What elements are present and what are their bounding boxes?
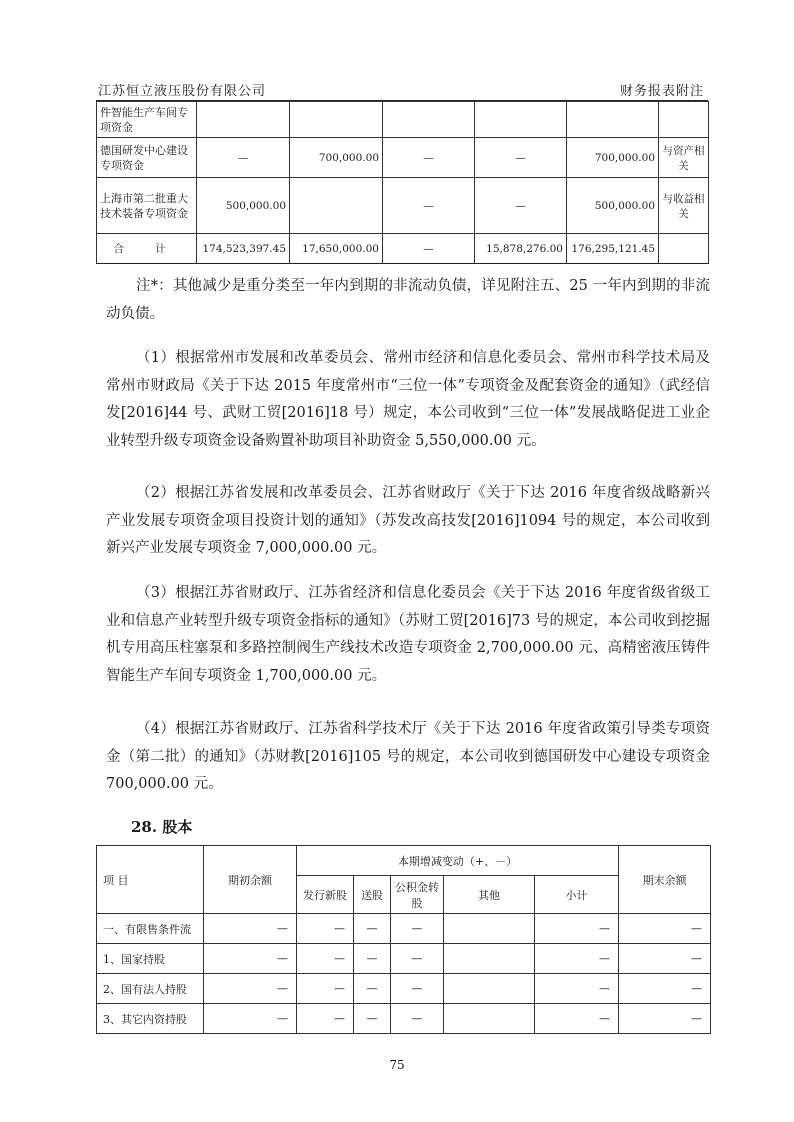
cell-added: 700,000.00 bbox=[290, 138, 383, 178]
cell-opening: — bbox=[204, 944, 297, 974]
cell-subtotal: — bbox=[535, 974, 619, 1004]
cell-income bbox=[383, 102, 475, 138]
cell-subtotal: — bbox=[535, 944, 619, 974]
cell-income: — bbox=[383, 138, 475, 178]
table-row-total bbox=[97, 234, 709, 264]
cell-other bbox=[444, 974, 535, 1004]
cell-reserve: — bbox=[391, 944, 444, 974]
table-row bbox=[97, 138, 709, 178]
cell-item: 2、国有法人持股 bbox=[97, 974, 204, 1004]
table-row bbox=[97, 914, 711, 944]
header-reserve: 公积金转股 bbox=[391, 876, 444, 914]
header-item: 项 目 bbox=[97, 846, 204, 914]
cell-reserve: — bbox=[391, 1004, 444, 1034]
table-row bbox=[97, 102, 709, 138]
cell-closing: 176,295,121.45 bbox=[567, 234, 659, 264]
cell-opening: — bbox=[197, 138, 290, 178]
company-name: 江苏恒立液压股份有限公司 bbox=[98, 84, 267, 99]
grant-name: 德国研发中心建设专项资金 bbox=[97, 138, 197, 178]
cell-new-issue: — bbox=[297, 914, 354, 944]
cell-other-decrease bbox=[475, 102, 567, 138]
grants-table bbox=[96, 101, 709, 264]
cell-opening: — bbox=[204, 914, 297, 944]
paragraph-2: （2）根据江苏省发展和改革委员会、江苏省财政厅《关于下达 2016 年度省级战略新兴产业发展专项资金项目投资计划的通知》（苏发改高技发[2016]1094 号的规定，本公司收到新兴产业发展专项资金 7,000,000.00 元。 bbox=[106, 485, 710, 556]
grant-name: 件智能生产车间专项资金 bbox=[97, 102, 197, 138]
cell-closing bbox=[567, 102, 659, 138]
cell-bonus: — bbox=[354, 974, 391, 1004]
cell-closing: 700,000.00 bbox=[567, 138, 659, 178]
cell-other bbox=[444, 944, 535, 974]
cell-subtotal: — bbox=[535, 914, 619, 944]
cell-bonus: — bbox=[354, 944, 391, 974]
total-label: 合 计 bbox=[97, 234, 197, 264]
header-other: 其他 bbox=[444, 876, 535, 914]
cell-type bbox=[659, 234, 709, 264]
header-change-group: 本期增减变动（+、－） bbox=[297, 846, 619, 876]
cell-new-issue: — bbox=[297, 1004, 354, 1034]
paragraph-4: （4）根据江苏省财政厅、江苏省科学技术厅《关于下达 2016 年度省政策引导类专项资金（第二批）的通知》（苏财教[2016]105 号的规定，本公司收到德国研发中心建设专项资金 700,000.00 元。 bbox=[106, 721, 710, 792]
cell-bonus: — bbox=[354, 1004, 391, 1034]
cell-type: 与资产相关 bbox=[659, 138, 709, 178]
header-subtotal: 小计 bbox=[535, 876, 619, 914]
cell-bonus: — bbox=[354, 914, 391, 944]
paragraph-3: （3）根据江苏省财政厅、江苏省经济和信息化委员会《关于下达 2016 年度省级省级工业和信息产业转型升级专项资金指标的通知》（苏财工贸[2016]73 号的规定，本公司收到挖掘机专用高压柱塞泵和多路控制阀生产线技术改造专项资金 2,700,000.00 元、高精密液压铸件智能生产车间专项资金 1,700,000.00 元。 bbox=[106, 585, 710, 684]
cell-other-decrease: 15,878,276.00 bbox=[475, 234, 567, 264]
cell-opening: — bbox=[204, 974, 297, 1004]
cell-added bbox=[290, 102, 383, 138]
header-new-issue: 发行新股 bbox=[297, 876, 354, 914]
header-closing: 期末余额 bbox=[619, 846, 711, 914]
cell-added: 17,650,000.00 bbox=[290, 234, 383, 264]
note-text: 注*：其他减少是重分类至一年内到期的非流动负债，详见附注五、25 一年内到期的非流动负债。 bbox=[106, 278, 710, 322]
cell-income: — bbox=[383, 234, 475, 264]
cell-opening: 174,523,397.45 bbox=[197, 234, 290, 264]
cell-new-issue: — bbox=[297, 974, 354, 1004]
cell-new-issue: — bbox=[297, 944, 354, 974]
cell-other bbox=[444, 914, 535, 944]
cell-closing: 500,000.00 bbox=[567, 178, 659, 234]
cell-reserve: — bbox=[391, 974, 444, 1004]
table-row bbox=[97, 1004, 711, 1034]
cell-subtotal: — bbox=[535, 1004, 619, 1034]
cell-closing: — bbox=[619, 974, 711, 1004]
share-capital-table bbox=[96, 845, 711, 1034]
cell-reserve: — bbox=[391, 914, 444, 944]
cell-type bbox=[659, 102, 709, 138]
grant-name: 上海市第二批重大技术装备专项资金 bbox=[97, 178, 197, 234]
paragraph-1: （1）根据常州市发展和改革委员会、常州市经济和信息化委员会、常州市科学技术局及常州市财政局《关于下达 2015 年度常州市“三位一体”专项资金及配套资金的通知》（武经信发[2016]44 号、武财工贸[2016]18 号）规定，本公司收到“三位一体”发展战略促进工业企业转型升级专项资金设备购置补助项目补助资金 5,550,000.00 元。 bbox=[106, 350, 710, 449]
cell-other-decrease: — bbox=[475, 138, 567, 178]
cell-opening bbox=[197, 102, 290, 138]
section-name: 财务报表附注 bbox=[619, 84, 704, 99]
cell-other bbox=[444, 1004, 535, 1034]
cell-income: — bbox=[383, 178, 475, 234]
cell-item: 1、国家持股 bbox=[97, 944, 204, 974]
cell-closing: — bbox=[619, 914, 711, 944]
table-row bbox=[97, 944, 711, 974]
cell-opening: — bbox=[204, 1004, 297, 1034]
section-title: 28. 股本 bbox=[131, 818, 193, 836]
table-row bbox=[97, 974, 711, 1004]
cell-closing: — bbox=[619, 944, 711, 974]
table-header-row bbox=[97, 846, 711, 876]
cell-item: 一、有限售条件流 bbox=[97, 914, 204, 944]
table-row bbox=[97, 178, 709, 234]
header-bonus: 送股 bbox=[354, 876, 391, 914]
header-opening: 期初余额 bbox=[204, 846, 297, 914]
cell-closing: — bbox=[619, 1004, 711, 1034]
cell-opening: 500,000.00 bbox=[197, 178, 290, 234]
cell-type: 与收益相关 bbox=[659, 178, 709, 234]
cell-added bbox=[290, 178, 383, 234]
page-number: 75 bbox=[389, 1058, 405, 1072]
page-header bbox=[96, 78, 708, 101]
cell-other-decrease: — bbox=[475, 178, 567, 234]
cell-item: 3、其它内资持股 bbox=[97, 1004, 204, 1034]
